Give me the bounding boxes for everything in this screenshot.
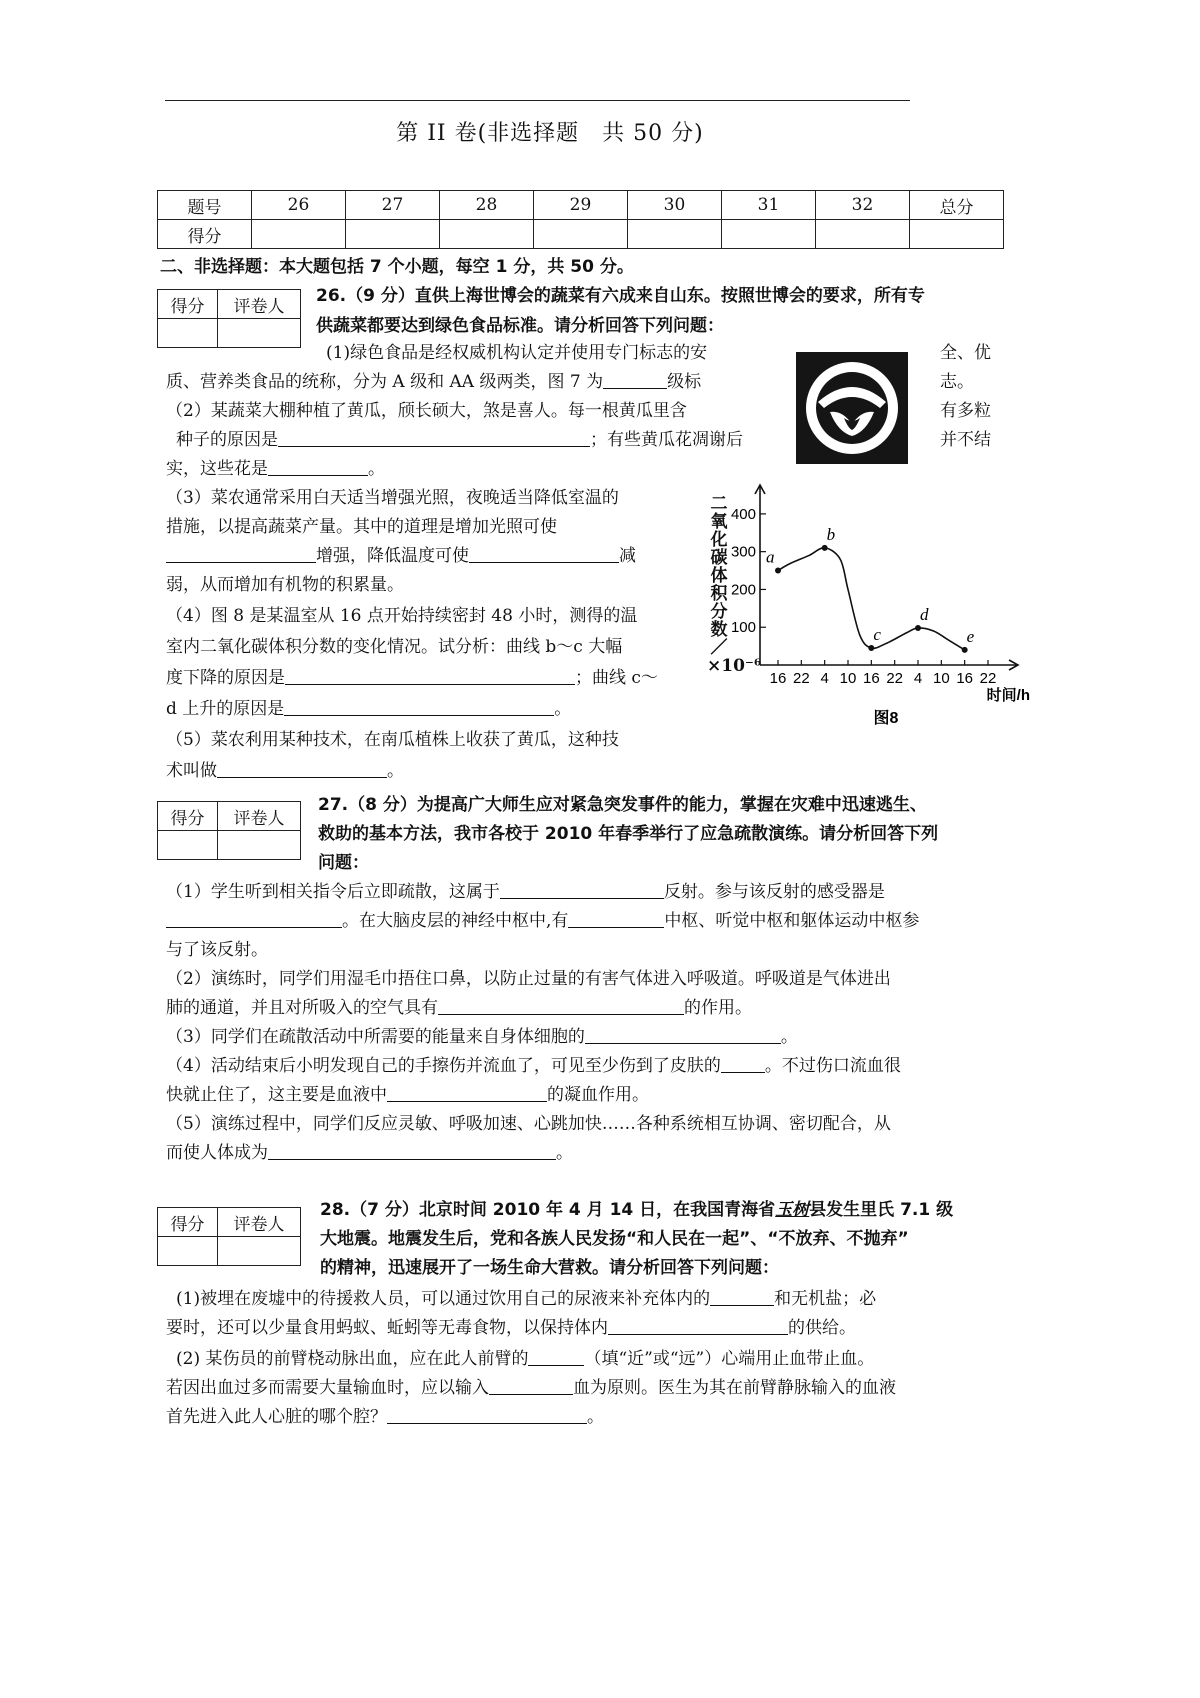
answer-blank[interactable] (387, 1408, 587, 1424)
chart-x-tick-label: 4 (820, 670, 829, 687)
chart-point-d (915, 625, 921, 631)
chart-y-tick-label: 400 (730, 505, 756, 523)
q26-p4-line-a: （4）图 8 是某温室从 16 点开始持续密封 48 小时，测得的温 (166, 606, 638, 626)
grader-box-q28 (157, 1207, 301, 1266)
q28-p1-line-a: (1)被埋在废墟中的待援救人员，可以通过饮用自己的尿液来补充体内的 和无机盐；必 (176, 1289, 877, 1309)
grader-box-q27 (157, 801, 301, 860)
q28-p1-line-b: 要时，还可以少量食用蚂蚁、蚯蚓等无毒食物，以保持体内 的供给。 (166, 1318, 856, 1338)
q28-intro-line-3: 的精神，迅速展开了一场生命大营救。请分析回答下列问题： (320, 1258, 779, 1278)
grader-score-label: 得分 (158, 802, 218, 831)
q26-p5-line-b: 术叫做 。 (166, 761, 404, 781)
chart-x-tick-label: 22 (792, 670, 810, 687)
chart-series-line (778, 548, 965, 650)
score-table-header-cell: 27 (346, 191, 440, 220)
q26-p1-line-a: (1)绿色食品是经权威机构认定并使用专门标志的安 (326, 343, 708, 363)
q26-p2-line-a-end: 有多粒 (940, 401, 991, 421)
q28-p2-line-a: (2) 某伤员的前臂桡动脉出血，应在此人前臂的 （填“近”或“远”）心端用止血带止血。 (176, 1349, 875, 1369)
score-table-header-cell: 29 (534, 191, 628, 220)
chart-x-tick-label: 16 (956, 670, 974, 687)
q26-p1-line-b: 质、营养类食品的统称，分为 A 级和 AA 级两类，图 7 为 级标 (166, 372, 702, 392)
grader-box-q26 (157, 289, 301, 348)
score-table-header-cell: 30 (628, 191, 722, 220)
score-cell[interactable] (252, 220, 346, 249)
answer-blank[interactable] (166, 547, 316, 563)
top-rule (165, 100, 910, 101)
grader-score-cell[interactable] (158, 319, 218, 348)
q26-p3-line-c: 增强，降低温度可使 减 (166, 546, 636, 566)
q27-p2-line-b: 肺的通道，并且对所吸入的空气具有 的作用。 (166, 998, 752, 1018)
score-table-header-cell: 26 (252, 191, 346, 220)
chart-x-tick-label: 4 (913, 670, 923, 687)
answer-blank[interactable] (585, 1028, 781, 1044)
q26-p2-line-c: 实，这些花是 。 (166, 459, 385, 479)
chart-x-tick-label: 22 (886, 670, 904, 687)
q26-p4-line-c: 度下降的原因是 ；曲线 c～ (166, 668, 658, 688)
answer-blank[interactable] (268, 1144, 556, 1160)
chart-point-b (822, 545, 828, 551)
section-title: 第 II 卷(非选择题 共 50 分) (396, 121, 704, 146)
chart-x-axis-label: 时间/h (986, 687, 1030, 704)
answer-blank[interactable] (166, 912, 342, 928)
green-food-logo-icon (796, 352, 908, 464)
grader-name-cell[interactable] (218, 319, 301, 348)
score-table (157, 190, 1004, 249)
q27-p4-line-a: （4）活动结束后小明发现自己的手擦伤并流血了，可见至少伤到了皮肤的 。不过伤口流血很 (166, 1056, 901, 1076)
q27-p4-line-b: 快就止住了，这主要是血液中 的凝血作用。 (166, 1085, 649, 1105)
grader-score-cell[interactable] (158, 1237, 218, 1266)
score-table-header-row (158, 191, 1004, 220)
chart-point-label-b: b (826, 524, 836, 544)
q26-p1-line-b-end: 志。 (940, 372, 974, 392)
chart-point-label-d: d (920, 604, 929, 624)
score-table-header-cell: 28 (440, 191, 534, 220)
score-cell[interactable] (440, 220, 534, 249)
chart-y-tick-label: 100 (730, 619, 756, 637)
answer-blank[interactable] (285, 669, 575, 685)
answer-blank[interactable] (721, 1057, 765, 1073)
chart-point-a (775, 568, 781, 574)
q28-intro-line-2: 大地震。地震发生后，党和各族人民发扬“和人民在一起”、“不放弃、不抛弃” (320, 1229, 909, 1249)
q26-p2-line-a: （2）某蔬菜大棚种植了黄瓜，颀长硕大，煞是喜人。每一根黄瓜里含 (166, 401, 687, 421)
answer-blank[interactable] (469, 547, 619, 563)
q28-intro-line-1: 28.（7 分）北京时间 2010 年 4 月 14 日，在我国青海省玉树县发生里氏 7.1 级 (320, 1200, 954, 1220)
q26-p5-line-a: （5）菜农利用某种技术，在南瓜植株上收获了黄瓜，这种技 (166, 730, 619, 750)
answer-blank[interactable] (278, 431, 590, 447)
q26-p4-line-b: 室内二氧化碳体积分数的变化情况。试分析：曲线 b～c 大幅 (166, 637, 623, 657)
score-cell[interactable] (816, 220, 910, 249)
chart-x-tick-label: 10 (932, 670, 950, 687)
grader-name-label: 评卷人 (218, 802, 301, 831)
chart-x-tick-label: 10 (839, 670, 857, 687)
q27-p1-line-a: （1）学生听到相关指令后立即疏散，这属于 反射。参与该反射的感受器是 (166, 882, 885, 902)
chart-x-tick-label: 16 (769, 670, 787, 687)
score-cell[interactable] (910, 220, 1004, 249)
chart-x-tick-label: 22 (979, 670, 997, 687)
chart-point-label-a: a (766, 547, 775, 567)
grader-score-cell[interactable] (158, 831, 218, 860)
chart-point-label-c: c (873, 625, 881, 644)
q27-p5-line-b: 而使人体成为 。 (166, 1143, 573, 1163)
chart-y-axis-label: 二氧化碳体积分数／×10⁻⁶ (707, 494, 762, 676)
q26-p2-line-b: 种子的原因是 ；有些黄瓜花凋谢后 (176, 430, 743, 450)
answer-blank[interactable] (387, 1086, 547, 1102)
grader-name-cell[interactable] (218, 831, 301, 860)
score-table-row-label: 得分 (158, 220, 252, 249)
chart-point-e (962, 647, 968, 653)
answer-blank[interactable] (500, 883, 664, 899)
green-food-logo (796, 352, 908, 464)
grader-name-label: 评卷人 (218, 1208, 301, 1237)
grader-score-label: 得分 (158, 290, 218, 319)
answer-blank[interactable] (268, 460, 368, 476)
chart-y-tick-label: 200 (730, 581, 756, 599)
q28-place-name: 玉树 (775, 1200, 810, 1220)
answer-blank[interactable] (608, 1319, 788, 1335)
q26-p3-line-a: （3）菜农通常采用白天适当增强光照，夜晚适当降低室温的 (166, 488, 619, 508)
answer-blank[interactable] (284, 700, 554, 716)
q27-p1-line-b: 。在大脑皮层的神经中枢中,有 中枢、听觉中枢和躯体运动中枢参 (166, 911, 919, 931)
q26-p4-line-d: d 上升的原因是 。 (166, 699, 572, 719)
q26-intro-line-2: 供蔬菜都要达到绿色食品标准。请分析回答下列问题： (316, 316, 724, 336)
q26-p2-line-b-end: 并不结 (940, 430, 991, 450)
q26-p3-line-d: 弱，从而增加有机物的积累量。 (166, 575, 404, 595)
q27-intro-line-1: 27.（8 分）为提高广大师生应对紧急突发事件的能力，掌握在灾难中迅速逃生、 (318, 795, 927, 815)
chart-point-label-e: e (966, 626, 975, 646)
part-heading: 二、非选择题：本大题包括 7 个小题，每空 1 分，共 50 分。 (160, 257, 634, 277)
answer-blank[interactable] (217, 762, 387, 778)
score-cell[interactable] (722, 220, 816, 249)
q26-p3-line-b: 措施，以提高蔬菜产量。其中的道理是增加光照可使 (166, 517, 557, 537)
chart-caption: 图8 (873, 710, 899, 727)
answer-blank[interactable] (568, 912, 664, 928)
answer-blank[interactable] (710, 1290, 774, 1306)
chart-y-tick-label: 300 (730, 543, 756, 561)
q27-p5-line-a: （5）演练过程中，同学们反应灵敏、呼吸加速、心跳加快……各种系统相互协调、密切配合，从 (166, 1114, 891, 1134)
grader-name-label: 评卷人 (218, 290, 301, 319)
answer-blank[interactable] (603, 373, 667, 389)
q27-p3-line: （3）同学们在疏散活动中所需要的能量来自身体细胞的 。 (166, 1027, 798, 1047)
q27-intro-line-2: 救助的基本方法，我市各校于 2010 年春季举行了应急疏散演练。请分析回答下列 (318, 824, 939, 844)
q28-p2-line-b: 若因出血过多而需要大量输血时，应以输入 血为原则。医生为其在前臂静脉输入的血液 (166, 1378, 896, 1398)
q27-p1-line-c: 与了该反射。 (166, 940, 268, 960)
q28-p2-line-c: 首先进入此人心脏的哪个腔？ 。 (166, 1407, 604, 1427)
score-table-header-cell: 题号 (158, 191, 252, 220)
q27-p2-line-a: （2）演练时，同学们用湿毛巾捂住口鼻，以防止过量的有害气体进入呼吸道。呼吸道是气体进出 (166, 969, 891, 989)
q27-intro-line-3: 问题： (318, 853, 369, 873)
score-table-score-row (158, 220, 1004, 249)
figure-8-chart (700, 470, 1030, 732)
q26-intro-line-1: 26.（9 分）直供上海世博会的蔬菜有六成来自山东。按照世博会的要求，所有专 (316, 286, 925, 306)
score-cell[interactable] (346, 220, 440, 249)
score-table-header-cell: 总分 (910, 191, 1004, 220)
answer-blank[interactable] (489, 1379, 573, 1395)
grader-score-label: 得分 (158, 1208, 218, 1237)
score-table-header-cell: 31 (722, 191, 816, 220)
answer-blank[interactable] (438, 999, 684, 1015)
grader-name-cell[interactable] (218, 1237, 301, 1266)
q26-p1-line-a-end: 全、优 (940, 343, 991, 363)
score-cell[interactable] (534, 220, 628, 249)
score-table-header-cell: 32 (816, 191, 910, 220)
figure-8-svg (700, 470, 1030, 732)
chart-x-tick-label: 16 (862, 670, 880, 687)
answer-blank[interactable] (528, 1350, 584, 1366)
score-cell[interactable] (628, 220, 722, 249)
chart-point-c (868, 645, 874, 651)
